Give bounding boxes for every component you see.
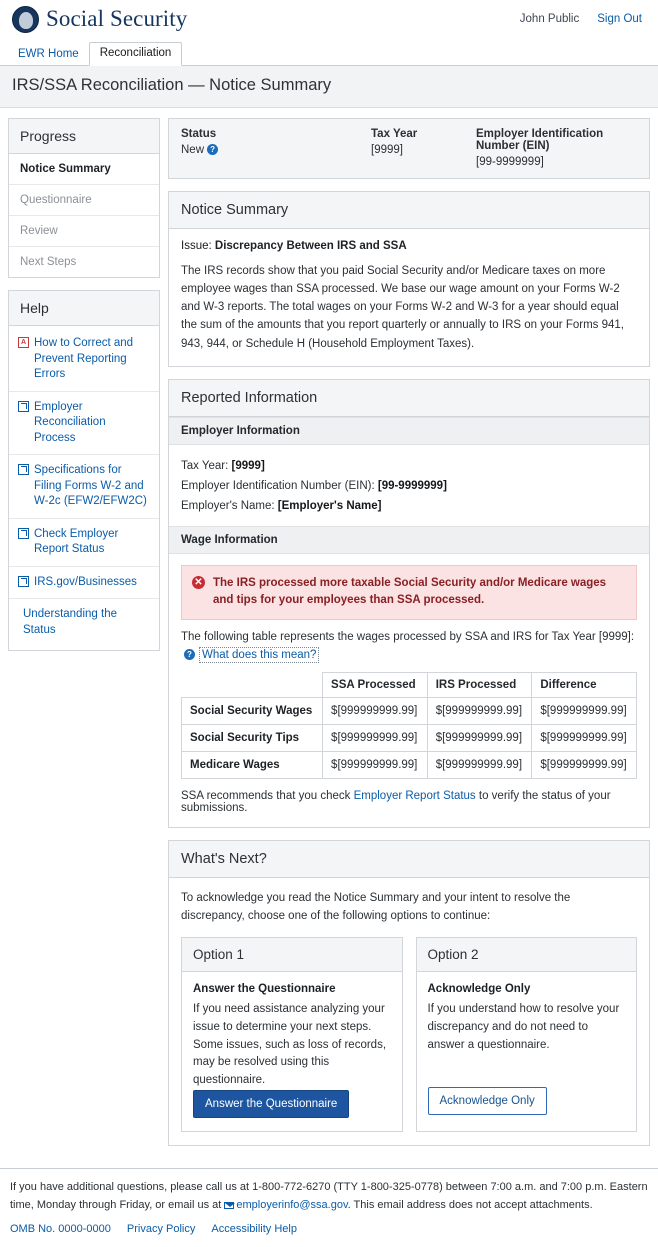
question-mark-icon[interactable]: ?: [207, 144, 218, 155]
progress-title: Progress: [9, 119, 159, 154]
ein-block: [476, 128, 637, 168]
external-link-icon: [18, 576, 29, 587]
help-link-check-employer-report-status[interactable]: [9, 519, 159, 567]
ssa-seal-icon: [12, 6, 39, 33]
alert-text: The IRS processed more taxable Social Security and/or Medicare wages and tips for your employees than SSA processed.: [213, 577, 607, 607]
cell-irs: $[999999999.99]: [427, 697, 532, 724]
row-label-social-security-tips: Social Security Tips: [182, 724, 323, 751]
option-2-text: If you understand how to resolve your discrepancy and do not need to answer a questionnaire.: [427, 1002, 620, 1051]
employer-ein-label: Employer Identification Number (EIN):: [181, 479, 375, 492]
employer-tax-year-row: [181, 456, 637, 476]
employer-ein-value: [99-9999999]: [377, 479, 447, 492]
column-header-blank: [182, 672, 323, 697]
cell-irs: $[999999999.99]: [427, 724, 532, 751]
table-row: [182, 697, 637, 724]
what-does-this-mean-link[interactable]: What does this mean?: [199, 647, 319, 663]
issue-line: [181, 240, 637, 252]
table-row: [182, 724, 637, 751]
external-link-icon: [18, 464, 29, 475]
status-label: Status: [181, 128, 217, 140]
wages-table: [181, 672, 637, 779]
external-link-icon: [18, 528, 29, 539]
employer-tax-year-label: Tax Year:: [181, 459, 229, 472]
report-status-footnote: [181, 790, 637, 814]
help-link-correct-prevent-errors[interactable]: [9, 328, 159, 392]
row-label-social-security-wages: Social Security Wages: [182, 697, 323, 724]
column-header-irs-processed: IRS Processed: [427, 672, 532, 697]
tab-reconciliation[interactable]: Reconciliation: [89, 42, 183, 66]
footer-contact-text: If you have additional questions, please call us at 1-800-772-6270 (TTY 1-800-325-0778) between 7:00 a.m. and 7:00 p.m. Eastern time, Monday through Friday, or email us at: [10, 1181, 648, 1211]
employer-name-row: [181, 496, 637, 516]
envelope-icon: [224, 1202, 234, 1209]
status-value-row: [181, 144, 361, 156]
help-link-understanding-the-status[interactable]: [9, 599, 159, 646]
site-header: [0, 0, 658, 38]
option-2-title: Acknowledge Only: [427, 982, 531, 995]
cell-ssa: $[999999999.99]: [323, 724, 428, 751]
user-name: John Public: [519, 13, 580, 25]
sidebar: [8, 118, 160, 1158]
row-label-medicare-wages: Medicare Wages: [182, 751, 323, 778]
option-1-text: If you need assistance analyzing your issue to determine your next steps. Some issues, such as loss of records, may be resolved using this questionnaire.: [193, 1002, 387, 1087]
footer-contact-text-2: . This email address does not accept attachments.: [347, 1198, 593, 1211]
cell-diff: $[999999999.99]: [532, 724, 637, 751]
accessibility-help-link[interactable]: Accessibility Help: [211, 1223, 297, 1236]
help-link-label: Specifications for Filing Forms W-2 and W-2c (EFW2/EFW2C): [34, 464, 147, 508]
acknowledge-only-button[interactable]: Acknowledge Only: [428, 1087, 547, 1115]
status-strip: [168, 118, 650, 179]
help-link-employer-reconciliation-process[interactable]: [9, 392, 159, 456]
what-does-this-mean-row[interactable]: [181, 647, 637, 663]
tax-year-label: Tax Year: [371, 128, 418, 140]
table-header-row: [182, 672, 637, 697]
tax-year-value: [9999]: [371, 144, 403, 156]
help-link-label: How to Correct and Prevent Reporting Errors: [34, 337, 134, 381]
option-1-heading: Option 1: [182, 938, 402, 972]
wage-information-subheading: Wage Information: [169, 526, 649, 554]
cell-diff: $[999999999.99]: [532, 751, 637, 778]
whats-next-card: [168, 840, 650, 1146]
answer-questionnaire-button[interactable]: Answer the Questionnaire: [193, 1090, 349, 1118]
options-row: [181, 937, 637, 1132]
footnote-pre: SSA recommends that you check: [181, 789, 354, 802]
cell-ssa: $[999999999.99]: [323, 751, 428, 778]
sidebar-item-next-steps[interactable]: Next Steps: [20, 256, 77, 268]
question-mark-icon[interactable]: ?: [184, 649, 195, 660]
help-title: Help: [9, 291, 159, 326]
brand[interactable]: [12, 6, 187, 33]
employer-info-email-link[interactable]: employerinfo@ssa.gov: [236, 1198, 348, 1211]
ein-label: Employer Identification Number (EIN): [476, 128, 604, 152]
reported-information-card: [168, 379, 650, 828]
status-value: New: [181, 144, 205, 156]
page-layout: [0, 108, 658, 1158]
option-2-heading: Option 2: [417, 938, 637, 972]
error-icon: ✕: [192, 576, 205, 589]
external-link-icon: [18, 401, 29, 412]
employer-name-value: [Employer's Name]: [277, 500, 382, 513]
progress-panel: [8, 118, 160, 278]
privacy-policy-link[interactable]: Privacy Policy: [126, 1223, 196, 1236]
wage-discrepancy-alert: [181, 565, 637, 620]
option-2-card: [416, 937, 638, 1132]
page-title: IRS/SSA Reconciliation — Notice Summary: [12, 76, 332, 94]
employer-report-status-link[interactable]: Employer Report Status: [353, 789, 476, 802]
employer-ein-row: [181, 476, 637, 496]
cell-diff: $[999999999.99]: [532, 697, 637, 724]
notice-summary-heading: Notice Summary: [169, 192, 649, 229]
notice-summary-body: The IRS records show that you paid Social Security and/or Medicare taxes on more employee wages than SSA processed. We base our wage amount on your Forms W-2 and W-3 reports. The total wages on your Forms W-2 and W-3 for a year should equal the sum of the amounts that you report quarterly or annually to IRS on your Forms 941, 943, 944, or Schedule H (Household Employment Taxes).: [181, 265, 624, 350]
help-link-irs-businesses[interactable]: [9, 567, 159, 600]
page-footer: [0, 1168, 658, 1247]
page-title-bar: [0, 66, 658, 108]
employer-information-subheading: Employer Information: [169, 417, 649, 445]
help-link-label: IRS.gov/Businesses: [34, 575, 137, 588]
omb-number: OMB No. 0000-0000: [10, 1223, 111, 1236]
option-1-title: Answer the Questionnaire: [193, 982, 336, 995]
issue-value: Discrepancy Between IRS and SSA: [214, 240, 407, 252]
brand-title: Social Security: [46, 6, 188, 31]
column-header-difference: Difference: [532, 672, 637, 697]
help-panel: [8, 290, 160, 651]
ein-value: [99-9999999]: [476, 156, 544, 168]
cell-ssa: $[999999999.99]: [323, 697, 428, 724]
reported-information-heading: Reported Information: [169, 380, 649, 417]
cell-irs: $[999999999.99]: [427, 751, 532, 778]
table-row: [182, 751, 637, 778]
column-header-ssa-processed: SSA Processed: [323, 672, 428, 697]
help-link-efw2-specifications[interactable]: [9, 455, 159, 519]
sidebar-item-review[interactable]: Review: [9, 216, 159, 247]
main-content: [168, 118, 650, 1158]
help-link-label: Employer Reconciliation Process: [34, 400, 106, 444]
employer-name-label: Employer's Name:: [181, 500, 275, 513]
table-intro: The following table represents the wages processed by SSA and IRS for Tax Year [9999]:: [181, 630, 635, 643]
tax-year-block: [371, 128, 466, 168]
notice-summary-card: [168, 191, 650, 367]
status-block: [181, 128, 361, 168]
whats-next-intro: To acknowledge you read the Notice Summary and your intent to resolve the discrepancy, choose one of the following options to continue:: [181, 891, 571, 922]
sidebar-item-notice-summary[interactable]: Notice Summary: [9, 154, 159, 185]
sign-out-link[interactable]: Sign Out: [597, 13, 642, 25]
footnote-post: to verify the status of your submissions.: [181, 789, 611, 814]
footer-links: [10, 1221, 648, 1239]
tab-ewr-home[interactable]: EWR Home: [18, 48, 79, 60]
whats-next-heading: What's Next?: [169, 841, 649, 878]
help-link-label: Check Employer Report Status: [34, 527, 119, 556]
employer-tax-year-value: [9999]: [231, 459, 265, 472]
pdf-icon: A: [18, 337, 29, 348]
sidebar-item-questionnaire[interactable]: Questionnaire: [9, 185, 159, 216]
help-link-label: Understanding the Status: [23, 608, 117, 636]
option-1-card: [181, 937, 403, 1132]
main-tabs: [0, 38, 658, 66]
header-actions: [520, 13, 646, 25]
issue-label: Issue:: [181, 240, 212, 252]
